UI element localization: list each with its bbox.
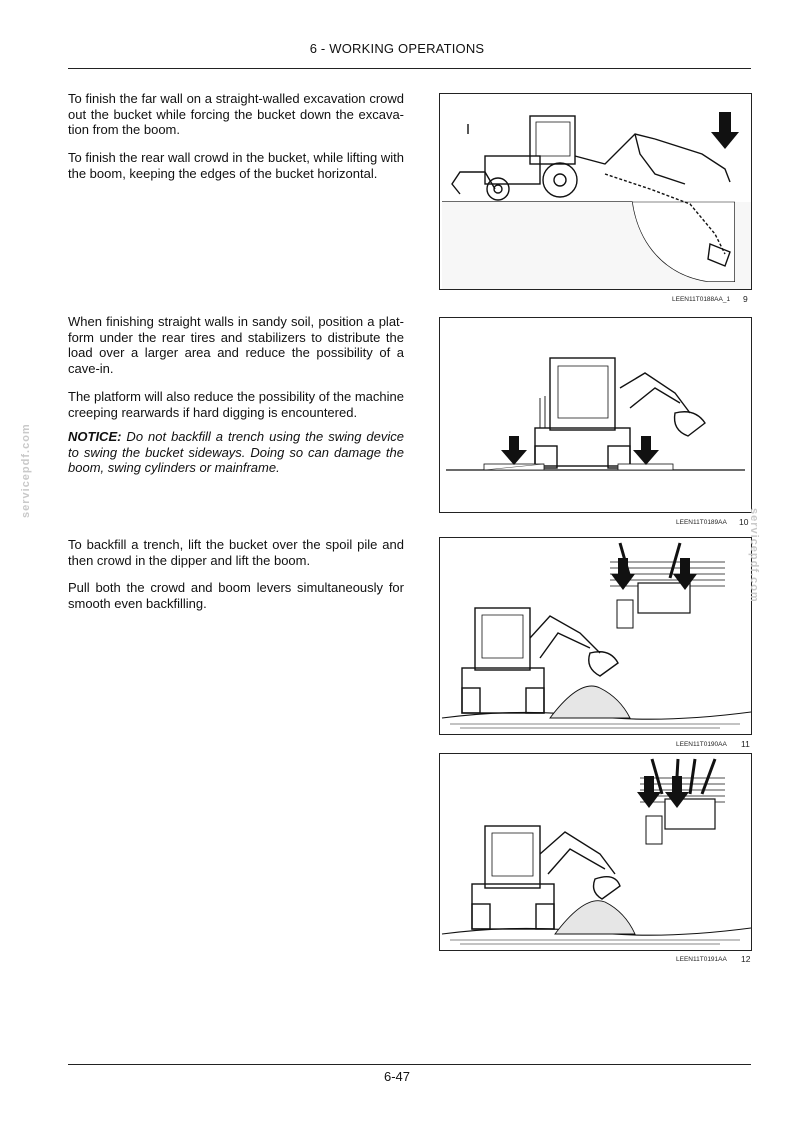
figure-9-number: 9 <box>743 294 748 304</box>
section-header: 6 - WORKING OPERATIONS <box>309 41 485 56</box>
header-rule <box>68 68 751 69</box>
figure-9-code: LEEN11T0188AA_1 <box>672 296 731 303</box>
figure-9-illustration <box>440 94 751 289</box>
watermark-right: servicepdf.com <box>748 508 760 603</box>
down-arrow-icon <box>633 436 659 465</box>
watermark-left: servicepdf.com <box>20 423 32 518</box>
page-number: 6-47 <box>383 1069 411 1084</box>
paragraph-rear-wall: To finish the rear wall crowd in the bucket, while lifting with the boom, keeping the edges of the bucket horizontal. <box>68 150 404 181</box>
figure-11-illustration <box>440 538 751 734</box>
paragraph-sandy-soil: When finishing straight walls in sandy soil, position a plat-form under the rear tires and stabilizers to distribute the load over a larger area and reduce the possibility of a cave-in. <box>68 314 404 376</box>
figure-12-number: 12 <box>741 954 751 964</box>
footer-rule <box>68 1064 751 1065</box>
figure-11 <box>439 537 752 735</box>
figure-11-number: 11 <box>741 739 750 749</box>
notice-text: Do not backfill a trench using the swing device to swing the bucket sideways. Doing so can damage the boom, swing cylinders or mainframe. <box>68 429 404 476</box>
paragraph-levers: Pull both the crowd and boom levers simultaneously for smooth even backfilling. <box>68 580 404 611</box>
figure-10 <box>439 317 752 513</box>
figure-10-illustration <box>440 318 751 512</box>
figure-12-code: LEEN11T0191AA <box>676 956 727 963</box>
notice-label: NOTICE: <box>68 429 122 444</box>
notice-paragraph <box>68 429 404 476</box>
down-arrow-icon <box>711 112 739 149</box>
paragraph-platform: The platform will also reduce the possibility of the machine creeping rearwards if hard digging is encountered. <box>68 389 404 420</box>
paragraph-far-wall: To finish the far wall on a straight-walled excavation crowd out the bucket while forcing the bucket down the excava-tion from the boom. <box>68 91 404 138</box>
figure-11-code: LEEN11T0190AA <box>676 741 727 748</box>
paragraph-backfill: To backfill a trench, lift the bucket over the spoil pile and then crowd in the dipper and lift the boom. <box>68 537 404 568</box>
figure-12-illustration <box>440 754 751 950</box>
figure-9 <box>439 93 752 290</box>
figure-12 <box>439 753 752 951</box>
down-arrow-icon <box>501 436 527 465</box>
figure-10-number: 10 <box>739 517 749 527</box>
figure-10-code: LEEN11T0189AA <box>676 519 727 526</box>
